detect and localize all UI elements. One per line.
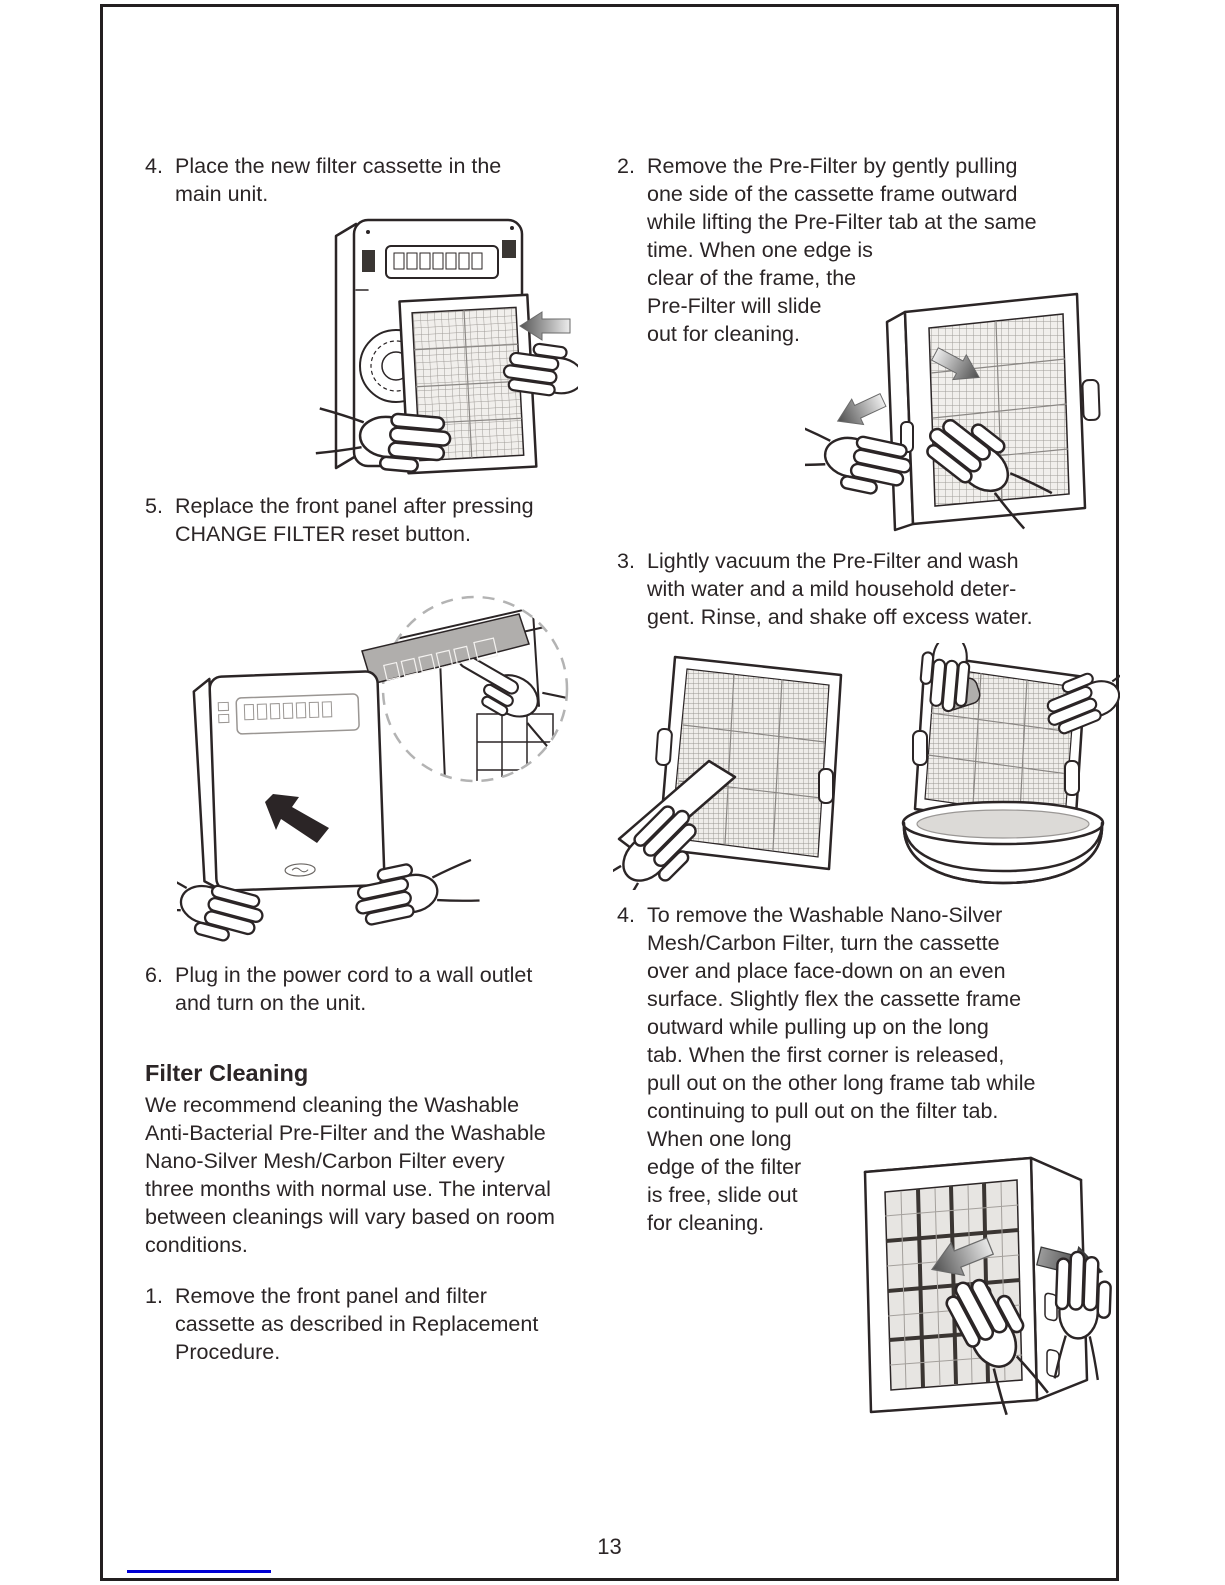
text-line: Anti-Bacterial Pre-Filter and the Washable — [145, 1121, 546, 1145]
control-panel — [386, 246, 498, 278]
step-number: 2. — [617, 154, 635, 178]
text-line: Remove the Pre-Filter by gently pulling — [647, 154, 1018, 178]
filter-tab — [819, 769, 833, 803]
text-line: Plug in the power cord to a wall outlet — [175, 963, 533, 987]
text-line: Lightly vacuum the Pre-Filter and wash — [647, 549, 1019, 573]
page-number: 13 — [597, 1534, 622, 1559]
footer-link-underline[interactable] — [127, 1570, 271, 1573]
wash-basin — [903, 802, 1103, 883]
text-line: Nano-Silver Mesh/Carbon Filter every — [145, 1149, 505, 1173]
remove-prefilter-drawing — [805, 272, 1117, 534]
text-line: between cleanings will vary based on room — [145, 1205, 555, 1229]
illustration-remove-prefilter — [805, 272, 1117, 534]
step-place-cassette — [145, 152, 605, 208]
text-line: tab. When the first corner is released, — [647, 1043, 1005, 1067]
text-line: outward while pulling up on the long — [647, 1015, 989, 1039]
step-number: 4. — [617, 903, 635, 927]
vacuum-filter-scene — [613, 657, 841, 890]
step-plug-in — [145, 961, 605, 1017]
reset-button — [502, 240, 516, 258]
text-line: Replace the front panel after pressing — [175, 494, 534, 518]
text-line: Remove the front panel and filter — [175, 1284, 487, 1308]
text-line: Procedure. — [175, 1340, 281, 1364]
text-line: gent. Rinse, and shake off excess water. — [647, 605, 1033, 629]
text-line: To remove the Washable Nano-Silver — [647, 903, 1003, 927]
text-line: out for cleaning. — [647, 322, 800, 346]
text-line: edge of the filter — [647, 1155, 802, 1179]
power-button — [362, 250, 375, 272]
wash-filter-scene — [903, 643, 1120, 883]
text-line: continuing to pull out on the filter tab. — [647, 1099, 999, 1123]
text-line: for cleaning. — [647, 1211, 765, 1235]
text-line: Pre-Filter will slide — [647, 294, 822, 318]
illustration-replace-panel — [177, 556, 572, 948]
text-line: while lifting the Pre-Filter tab at the same — [647, 210, 1037, 234]
text-line: We recommend cleaning the Washable — [145, 1093, 520, 1117]
arrow-downleft-icon — [832, 387, 889, 434]
step-number: 1. — [145, 1284, 163, 1308]
illustration-insert-cassette — [298, 206, 578, 484]
text-line: pull out on the other long frame tab while — [647, 1071, 1036, 1095]
text-line: clear of the frame, the — [647, 266, 857, 290]
filter-cleaning-paragraph — [145, 1091, 615, 1259]
text-line: cassette as described in Replacement — [175, 1312, 539, 1336]
illustration-vacuum-and-wash — [613, 643, 1120, 890]
text-line: Mesh/Carbon Filter, turn the cassette — [647, 931, 1000, 955]
text-line: CHANGE FILTER reset button. — [175, 522, 471, 546]
text-line: conditions. — [145, 1233, 248, 1257]
vacuum-wash-drawing — [613, 643, 1120, 890]
text-line: main unit. — [175, 182, 269, 206]
insert-cassette-drawing — [298, 206, 578, 484]
text-line: Place the new filter cassette in the — [175, 154, 502, 178]
step-vacuum-wash — [617, 547, 1127, 631]
step-number: 3. — [617, 549, 635, 573]
front-panel — [193, 671, 384, 891]
section-heading: Filter Cleaning — [145, 1060, 309, 1086]
step-number: 6. — [145, 963, 163, 987]
text-line: three months with normal use. The interval — [145, 1177, 551, 1201]
filter-tab — [1065, 761, 1079, 795]
text-line: When one long — [647, 1127, 792, 1151]
filter-tab — [1082, 380, 1099, 421]
step-number: 5. — [145, 494, 163, 518]
illustration-remove-mesh-filter — [835, 1128, 1120, 1425]
filter-tab — [656, 729, 672, 766]
text-line: surface. Slightly flex the cassette frame — [647, 987, 1022, 1011]
text-line: over and place face-down on an even — [647, 959, 1006, 983]
text-line: with water and a mild household deter- — [647, 577, 1017, 601]
step-remove-front-panel — [145, 1282, 605, 1366]
text-line: is free, slide out — [647, 1183, 798, 1207]
filter-tab — [913, 731, 927, 765]
text-line: time. When one edge is — [647, 238, 873, 262]
step-replace-front-panel — [145, 492, 625, 548]
text-line: and turn on the unit. — [175, 991, 367, 1015]
replace-panel-drawing — [177, 556, 572, 948]
text-line: one side of the cassette frame outward — [647, 182, 1018, 206]
step-number: 4. — [145, 154, 163, 178]
remove-mesh-filter-drawing — [835, 1128, 1120, 1425]
